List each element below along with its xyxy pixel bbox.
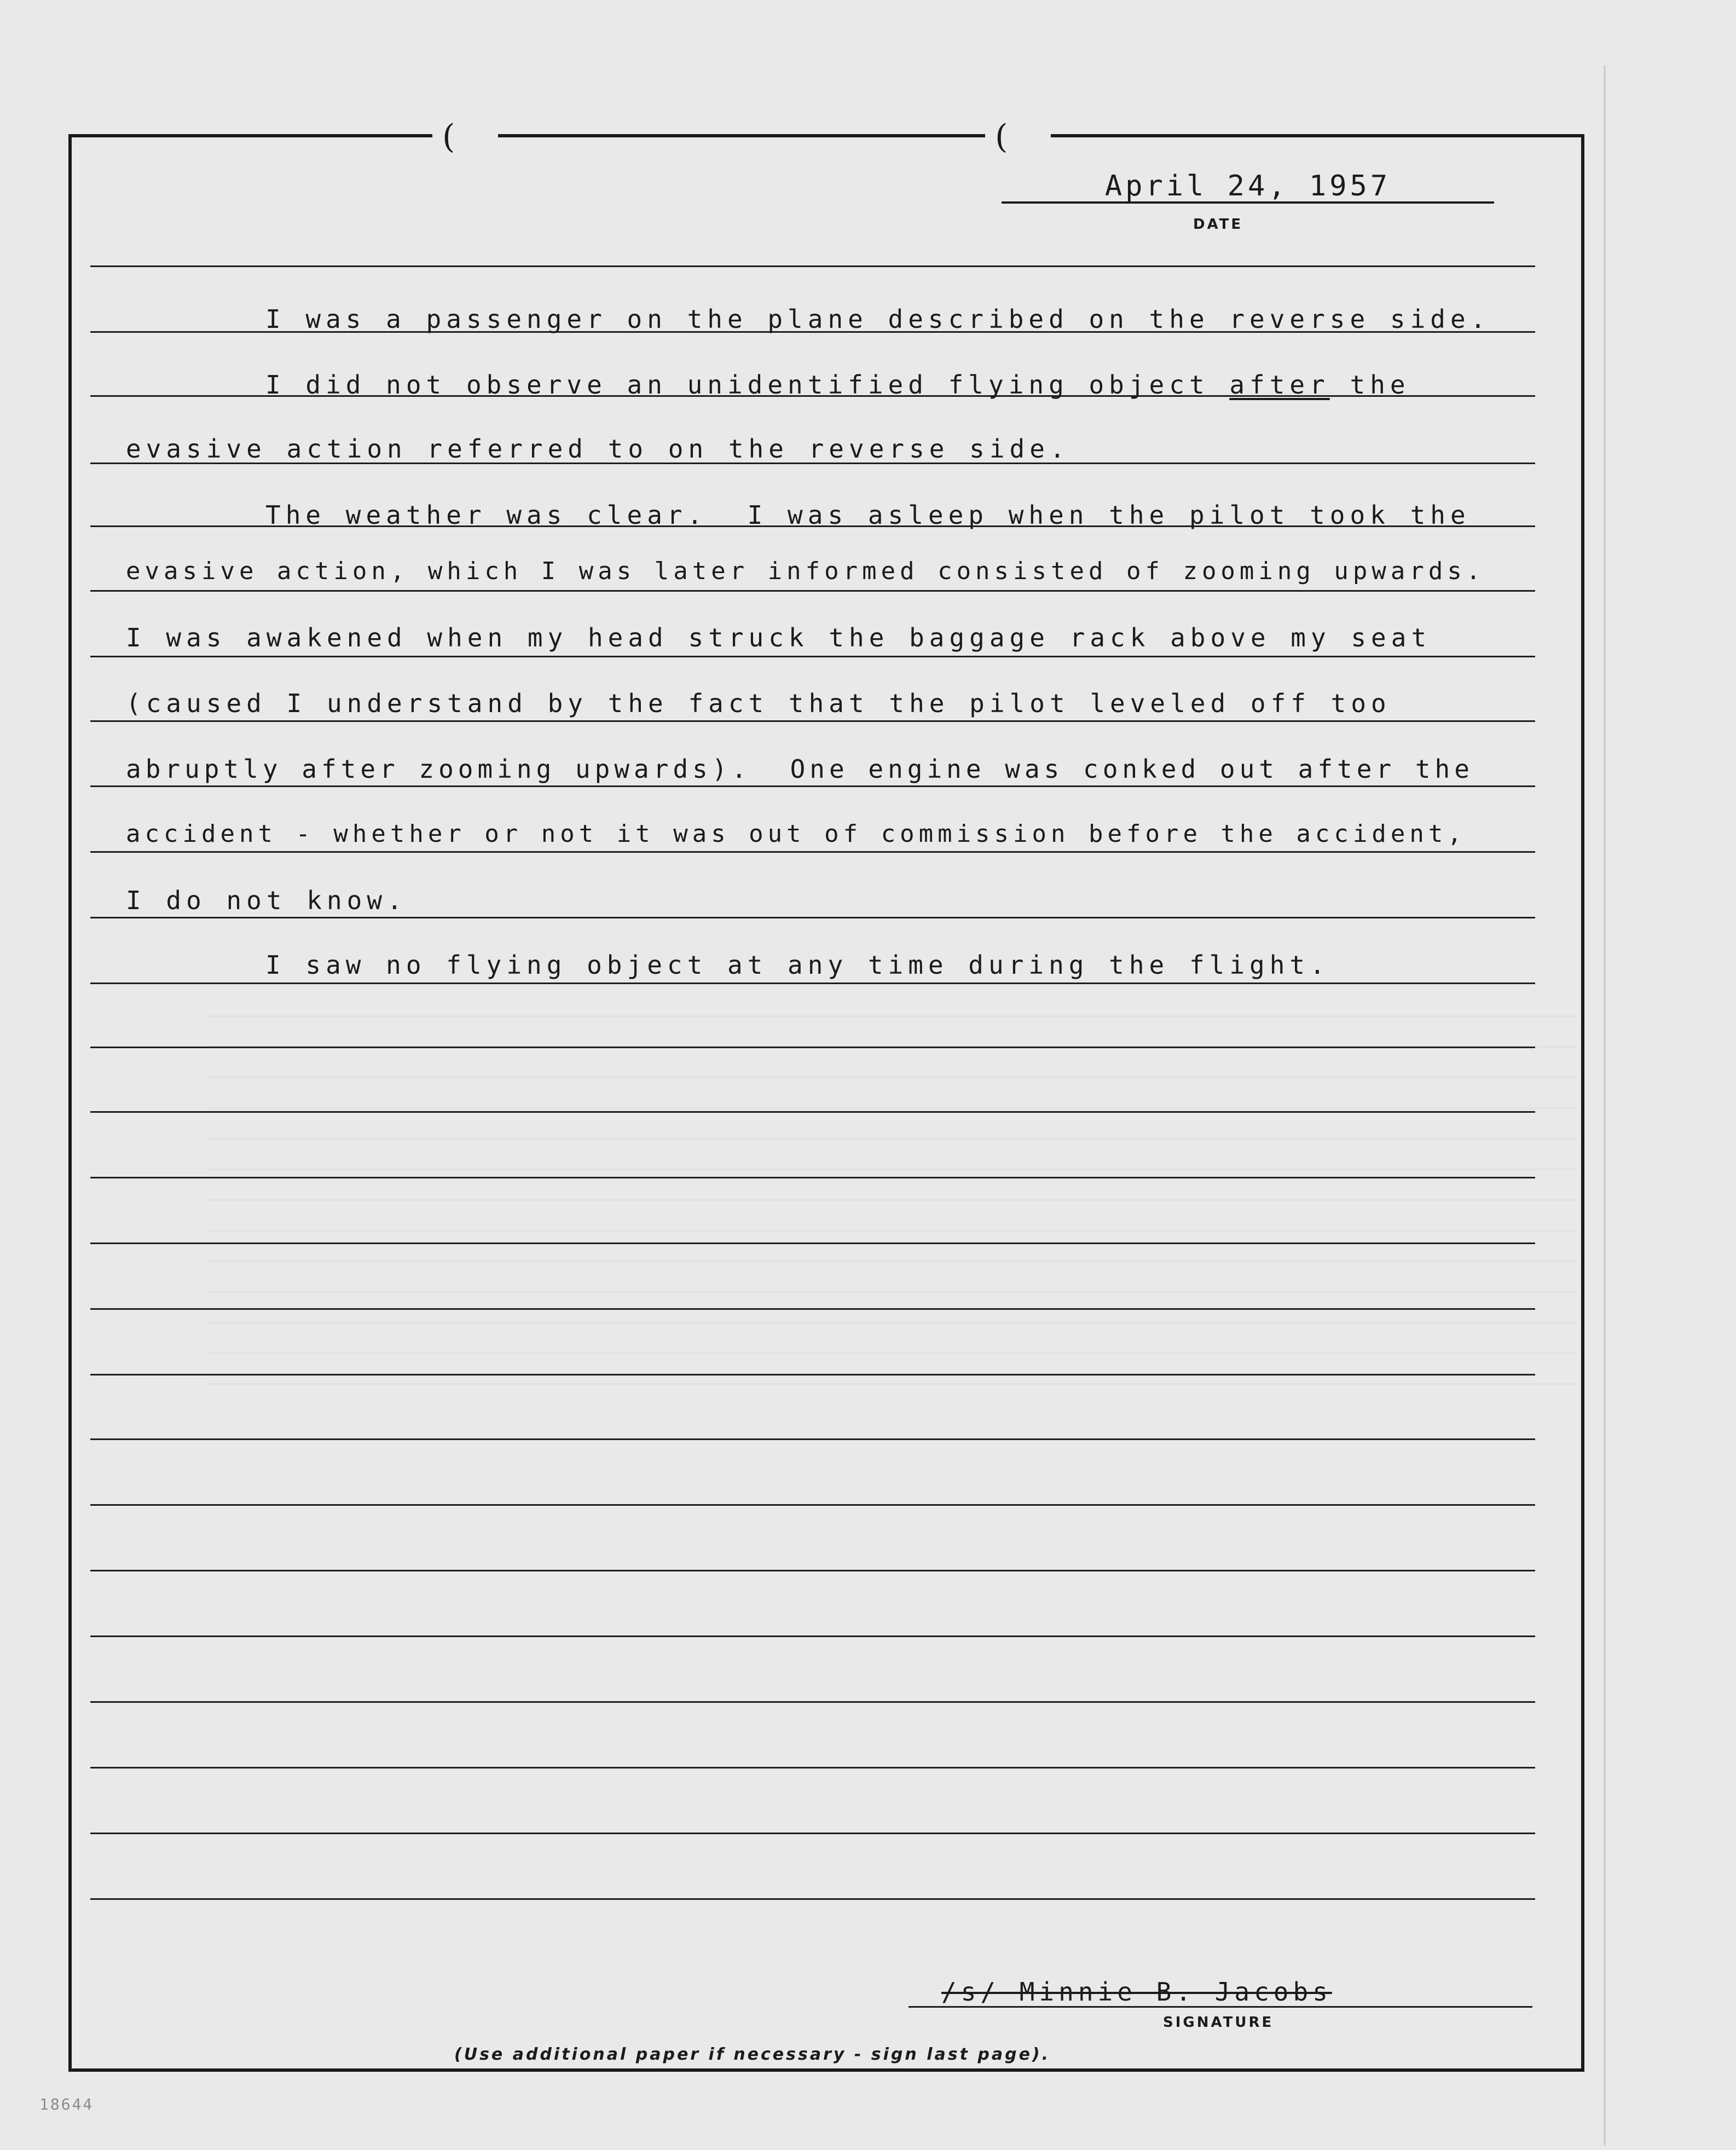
date-value: April 24, 1957 xyxy=(1104,170,1391,203)
ruled-line xyxy=(90,720,1535,722)
frame-bracket: ( xyxy=(442,118,455,156)
scan-edge xyxy=(1604,66,1606,2146)
footer-note: (Use additional paper if necessary - sign last page). xyxy=(454,2045,1051,2064)
statement-text: the xyxy=(1329,370,1410,400)
statement-line: I saw no flying object at any time during the flight. xyxy=(265,950,1330,980)
ruled-line xyxy=(90,1438,1535,1440)
ruled-line xyxy=(90,1374,1535,1375)
statement-line: evasive action, which I was later informed consisted of zooming upwards. xyxy=(126,557,1485,585)
ruled-line xyxy=(90,785,1535,787)
ruled-line xyxy=(90,1242,1535,1244)
ruled-line xyxy=(90,1898,1535,1900)
statement-line: evasive action referred to on the reverse side. xyxy=(126,434,1070,464)
ruled-line xyxy=(90,1177,1535,1178)
ruled-line xyxy=(90,1833,1535,1834)
ruled-line xyxy=(90,1047,1535,1048)
ruled-line xyxy=(90,590,1535,592)
ruled-line xyxy=(90,265,1535,267)
frame-bracket: ( xyxy=(995,118,1008,156)
statement-line: I do not know. xyxy=(126,886,407,915)
ruled-line xyxy=(90,656,1535,657)
form-frame xyxy=(68,134,1584,2072)
statement-line: abruptly after zooming upwards). One engine was conked out after the xyxy=(126,754,1474,784)
statement-line: I was a passenger on the plane described on the reverse side. xyxy=(265,304,1491,334)
ruled-line xyxy=(90,1767,1535,1768)
statement-text: I did not observe an unidentified flying object xyxy=(265,370,1230,400)
ruled-line xyxy=(90,1570,1535,1571)
statement-line: The weather was clear. I was asleep when the pilot took the xyxy=(265,500,1471,530)
signature-line xyxy=(908,2006,1532,2008)
date-line xyxy=(1002,201,1494,204)
statement-line xyxy=(265,370,1410,400)
ruled-line xyxy=(90,1701,1535,1703)
ruled-line xyxy=(90,917,1535,918)
ruled-line xyxy=(90,1635,1535,1637)
file-number: 18644 xyxy=(39,2095,94,2113)
signature-value: /s/ Minnie B. Jacobs xyxy=(941,1977,1332,2007)
statement-line: (caused I understand by the fact that the pilot leveled off too xyxy=(126,689,1391,718)
statement-line: accident - whether or not it was out of commission before the accident, xyxy=(126,820,1466,848)
ruled-line xyxy=(90,1504,1535,1506)
ruled-line xyxy=(90,1111,1535,1113)
statement-line: I was awakened when my head struck the baggage rack above my seat xyxy=(126,623,1432,652)
ruled-line xyxy=(90,1308,1535,1310)
date-label: DATE xyxy=(1193,216,1243,233)
ruled-line xyxy=(90,851,1535,853)
ruled-line xyxy=(90,982,1535,984)
signature-label: SIGNATURE xyxy=(1163,2014,1274,2031)
underlined-word: after xyxy=(1229,370,1330,400)
